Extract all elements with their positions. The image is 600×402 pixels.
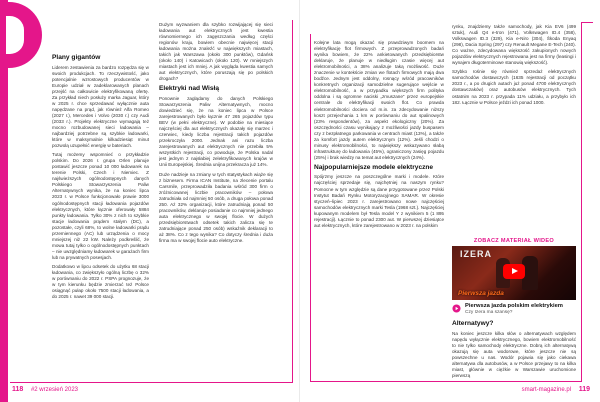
paragraph: Dużym wyzwaniem dla szybko rozwijającej się sieci ładowania aut elektrycznych jest kwestia równomiernego ich zagęszczania według części regionów kraju, bowiem obecnie najwięcej stacji ładowania można znaleźć w największych miastach, takich jak Warszawa (około 300 punktów), Gdańsk (około 140) i Katowicach (około 120). W mniejszych miastach jest ich mniej. A jak wygląda kwestia samych aut elektrycznych, które poruszają się po polskich drogach?: [159, 22, 273, 82]
right-page: [300, 0, 600, 402]
heading-alternatywy: Alternatywy?: [452, 320, 494, 327]
paragraph: Kolejne lata mogą okazać się prawdziwym boomem na elektryfikację flot firmowych. Z przeprowadzonych badań wynika bowiem, że 22% ankietowanych przedsiębiorstw deklaruje, że planuje w niedługim czasie więcej aut elektromobilności, a 38% analizuje taką możliwość. Duże znaczenie w kontekście zmian we flotach firmowych mają dwa bodźce. Jednym jest oddolny, rosnący wśród pracowników konkretnych organizacji samodzielne sugerujące wejście w elektromobilność, a w przypadku większych firm polityka oddolna i są ogromne naciski „zmuszane” przez europejskie centrale do elektryfikacji swoich flot. Co prawda elektromobilności dociera od m.in. za zdecydowanie niższy koszt przejechania 1 km w porównaniu do aut spalinowych (23% respondentów), za aspekt ekologiczny (20%). Za oszczędności czasu wynikający z możliwości jazdy buspasem czy z bezpłatnego parkowania w centrach miast (13%), a także za komfort jazdy autem elektrycznym (12%). Jeśli chodzi o minusy elektromobilności, to największy wskazywano słabą infrastrukturę do ładowania (45%), ograniczony zasięg pojazdu (25%) i brak wiedzy na temat aut elektrycznych (24%).: [314, 40, 444, 160]
column-4-top: [452, 24, 576, 238]
video-promo[interactable]: [452, 238, 576, 330]
paragraph: Liderem zestawienia za bardzo rozpędza się w swoich produkcjach. To rzeczywistość, jako potencjalnie wzrostowych producentów w Europie udział w zadeklarowanych planach przejść na całkowicie elektryfikowaną ofertę. Za przykład niech posłuży marka Jaguar, który w 2025 r. chce sprzedawać wyłącznie auta napędzane na prąd, jak również Alfa Romeo (2027 r.), Mercedes i Volvo (2030 r.) czy Audi (2033 r.). Projekty elektryczne wymagają też mocno rozbudowanej sieci ładowania – najbardziej potrzebne są szybkie ładowarki, które w maksymalnie kilkadziesiąt minut pozwolą uzupełnić energię w bateriach.: [52, 64, 149, 149]
heading-elektryki-nad-wisla: Elektryki nad Wisłą: [159, 85, 220, 93]
frame-right-line: [581, 22, 582, 382]
video-header: ZOBACZ MATERIAŁ WIDEO: [473, 238, 555, 244]
column-1: [52, 52, 149, 378]
video-subtitle: Czy Izera ma szansę?: [465, 309, 513, 315]
play-circle-icon: [452, 304, 461, 313]
video-title[interactable]: Pierwsza jazda polskim elektrykiem: [465, 303, 563, 309]
page-number: 118: [12, 386, 24, 393]
frame-top-tick: [581, 22, 593, 23]
footer-left: [12, 386, 78, 393]
heading-plany-gigantow: Plany gigantów: [52, 54, 101, 61]
section-label: MOBILNOŚĆ FIRMOWA: [1, 57, 7, 129]
paragraph: Szybko rośnie się również sprzedaż elektrycznych samochodów dostawczych (1635 rejestracji od początku 2023 r., a po drugich autach już ponad 4700 elektrycznych dostawczaków) oraz autobusów elektrycznych. Tych ostatnim na 2023 r. przypada 11% udziału, a przybyło ich 182. Łącznie w Polsce jeździ ich ponad 1000.: [452, 69, 576, 105]
site-url[interactable]: smart-magazine.pl: [521, 387, 572, 393]
issue-label: #2 wrzesień 2023: [30, 387, 78, 393]
footer-right: [522, 386, 590, 393]
heading-najpopularniejsze-modele: Najpopularniejsze modele elektryczne: [314, 163, 434, 171]
paragraph: Dodatkowo w lipcu odsetek do użytku 68 stacji ładowania, co zwiększyło ogólną liczbę o 32% w porównaniu do 2022 r. PSPA prognozuje, że w tym kierunku będzie zmierzać też Polsce osiągnąć pułap około 7500 stacji ładowania, a do 2025 r. nawet 39 000 stacji.: [52, 264, 149, 300]
thumb-brand: IZERA: [460, 249, 492, 259]
paragraph: Spójrzmy jeszcze na poszczególne marki i modele. Które najczęściej sprzedaje się, najchętniej na naszym rynku? Pomocne w tym względzie są dane przygotowane przez Polski Instytut Badań Rynku Motoryzacyjnego SAMAR. W okresie styczeń–lipiec 2023 r. zarejestrowano nowe najczęściej samochodów elektrycznych marki Tesla (1968 szt.). Najczęściej kupowanym modelem był Tesla model Y z wynikiem 5 (1 895 rejestracji). Łącznie to ponad 2300 aut. W pierwszej dziesiątce aut elektrycznych, które zarejestrowano w 2023 r. na polskim: [314, 174, 444, 228]
frame-bottom-line: [310, 381, 582, 382]
paragraph: Ponownie zaglądamy do danych Polskiego Stowarzyszenia Paliw Alternatywnych, mocno dowiedzieć się, że na koniec lipca w Polsce zarejestrowanych było łącznie 47 265 pojazdów typu BEV (w pełni elektryczne). W podobie na miesiące najczęściej dla aut elektrycznych okazały się marzec i czerwiec, kiedy liczba rejestracji takich pojazdów przekroczyła 2000. Jednak ani razu liczba zarejestrowanych aut elektrycznych nie przebiła 5% wszystkich rejestracji, co powoduje, że Polska nadal jest jednym z najsłabiej zelektryfikowanych krajów w Unii Europejskiej. Średnia unijna przekracza już 14%.: [159, 95, 273, 168]
paragraph: Tutaj możemy wspomnieć o przykładzie polskim. Do 2026 r. grupa Orlen planuje postawić jeszcze ponad 10 000 ładowarek na terenie Polski, Czech i Niemiec. Z najświeższych ogólnodostępnych danych Polskiego Stowarzyszenia Paliw Alternatywnych wynika, że na koniec lipca 2023 r. w Polsce funkcjonowało prawie 3000 ogólnodostępnych stacji ładowania pojazdów elektrycznych, które łącznie oferowały 5884 punkty ładowania. Tylko 30% z nich to szybkie stacje ładowania prądem stałym (DC), a pozostałe, czyli 68%, to wolne ładowarki prądu przemiennego (AC) lub urządzenia o mocy mniejszej niż 22 kW. Należy podkreślić, że mowa tutaj tylko o ogólnodostępnych punktach – nie uwzględniamy ładowarek w garażach firm lub na prywatnych posesjach.: [52, 152, 149, 260]
frame-left-line: [310, 34, 311, 382]
paragraph: Na koniec jeszcze kilka słów o alternatywach względem napędu wyłącznie elektrycznego, bowiem elektromobilność to nie tylko samochody elektryczne. Dobrą ich alternatywą okazują się auta wodorowe, które jeszcze nie są powszechne u nas. Wodór pojawia się jako ciekawa alternatywa dla autobusów, a w Polsce przejawy to na kilka miast, głównie w ciężkie w Warszawie uruchomione pierwszą: [452, 330, 576, 378]
paragraph: rynku, znajdziemy także samochody, jak Kia EV6 (499 sztuk), Audi Q4 e-tron (471), Volkswagen ID.4 (358), Volkswagen ID.3 (329), Kia e-Niro (304), Škoda Enyaq (298), Dacia Spring (297) czy Renault Megane E-Tech (240). Co ważne, zdecydowana większość zakupionych nowych pojazdów elektrycznych rejestrowana jest na firmy (leasingi i wynajem długoterminowe stanowią większość).: [452, 24, 576, 66]
column-3: [314, 40, 444, 378]
video-thumbnail[interactable]: [452, 246, 576, 300]
column-4-bottom: [452, 318, 576, 380]
paragraph: Duże nadzieje na zmiany w tych statystykach wiąże się z biznesem. Firma ICAN Institute, na zlecenie portalu Carsmile, przeprowadziła badania wśród 300 firm o zróżnicowanej liczbie pracowników – połowa zatrudniała od najmniej 50 osób, a druga połowa ponad 250. Aż 32% organizacji, które zatrudniają ponad 50 pracowników, deklaruje posiadanie co najmniej jednego auta elektrycznego w swojej flocie. W dużych przedsiębiorstwach odsetek takich zalicza się te zatrudniające ponad 250 osób) wskaźnik deklaracji to aż 38%. Co z tego wynika? Co dotyczy średnia i duża firma ma w swojej flocie auto elektryczne.: [159, 171, 273, 244]
column-2: [159, 22, 273, 378]
page-number: 119: [578, 386, 590, 393]
thumb-subtitle: Pierwsza jazda: [458, 290, 504, 297]
youtube-play-icon[interactable]: [503, 264, 525, 279]
video-caption: [452, 303, 576, 316]
